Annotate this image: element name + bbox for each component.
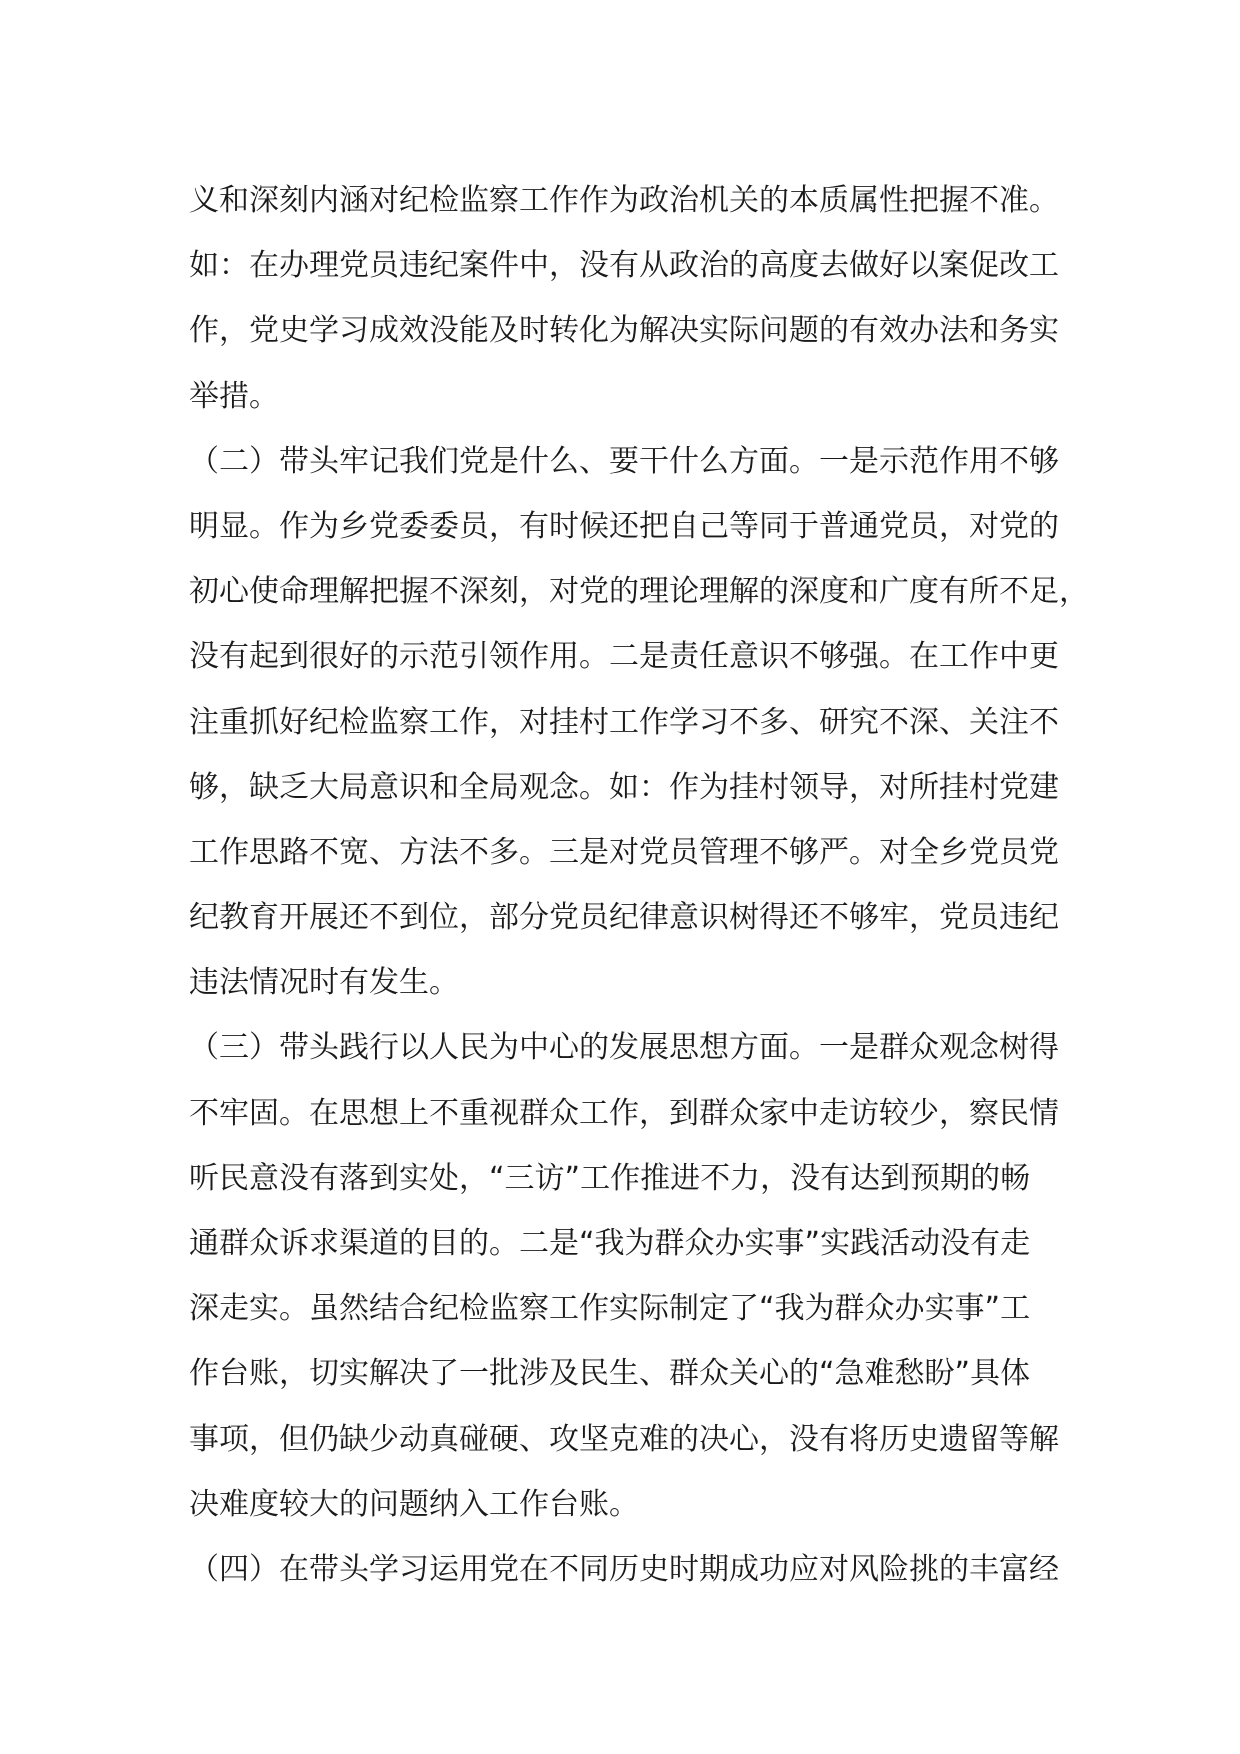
text-line: （三）带头践行以人民为中心的发展思想方面。一是群众观念树得 [189,1030,1059,1066]
text-line: 明显。作为乡党委委员，有时候还把自己等同于普通党员，对党的 [189,508,1059,544]
text-line: 深走实。虽然结合纪检监察工作实际制定了“我为群众办实事”工 [189,1291,1031,1327]
text-line: 举措。 [189,378,279,414]
text-line: 作台账，切实解决了一批涉及民生、群众关心的“急难愁盼”具体 [189,1356,1031,1392]
text-line: 不牢固。在思想上不重视群众工作，到群众家中走访较少，察民情 [189,1095,1059,1131]
text-line: 作，党史学习成效没能及时转化为解决实际问题的有效办法和务实 [189,313,1059,349]
text-line: 注重抓好纪检监察工作，对挂村工作学习不多、研究不深、关注不 [189,704,1059,740]
text-line: 够，缺乏大局意识和全局观念。如：作为挂村领导，对所挂村党建 [189,769,1059,805]
text-line: 纪教育开展还不到位，部分党员纪律意识树得还不够牢，党员违纪 [189,900,1059,936]
text-line: （二）带头牢记我们党是什么、要干什么方面。一是示范作用不够 [189,443,1059,479]
text-line: 义和深刻内涵对纪检监察工作作为政治机关的本质属性把握不准。 [189,183,1059,218]
document-body [189,168,1109,1602]
text-line: 如：在办理党员违纪案件中，没有从政治的高度去做好以案促改工 [189,248,1059,284]
text-line: 工作思路不宽、方法不多。三是对党员管理不够严。对全乡党员党 [189,834,1059,870]
text-line: 初心使命理解把握不深刻，对党的理论理解的深度和广度有所不足， [189,574,1089,610]
text-line: 事项，但仍缺少动真碰硬、攻坚克难的决心，没有将历史遗留等解 [189,1421,1059,1457]
text-line: 决难度较大的问题纳入工作台账。 [189,1486,639,1522]
text-line: （四）在带头学习运用党在不同历史时期成功应对风险挑的丰富经 [189,1551,1059,1587]
text-line: 没有起到很好的示范引领作用。二是责任意识不够强。在工作中更 [189,639,1059,675]
text-line: 通群众诉求渠道的目的。二是“我为群众办实事”实践活动没有走 [189,1226,1031,1261]
text-line: 违法情况时有发生。 [189,965,459,1001]
text-line: 听民意没有落到实处，“三访”工作推进不力，没有达到预期的畅 [189,1160,1031,1196]
